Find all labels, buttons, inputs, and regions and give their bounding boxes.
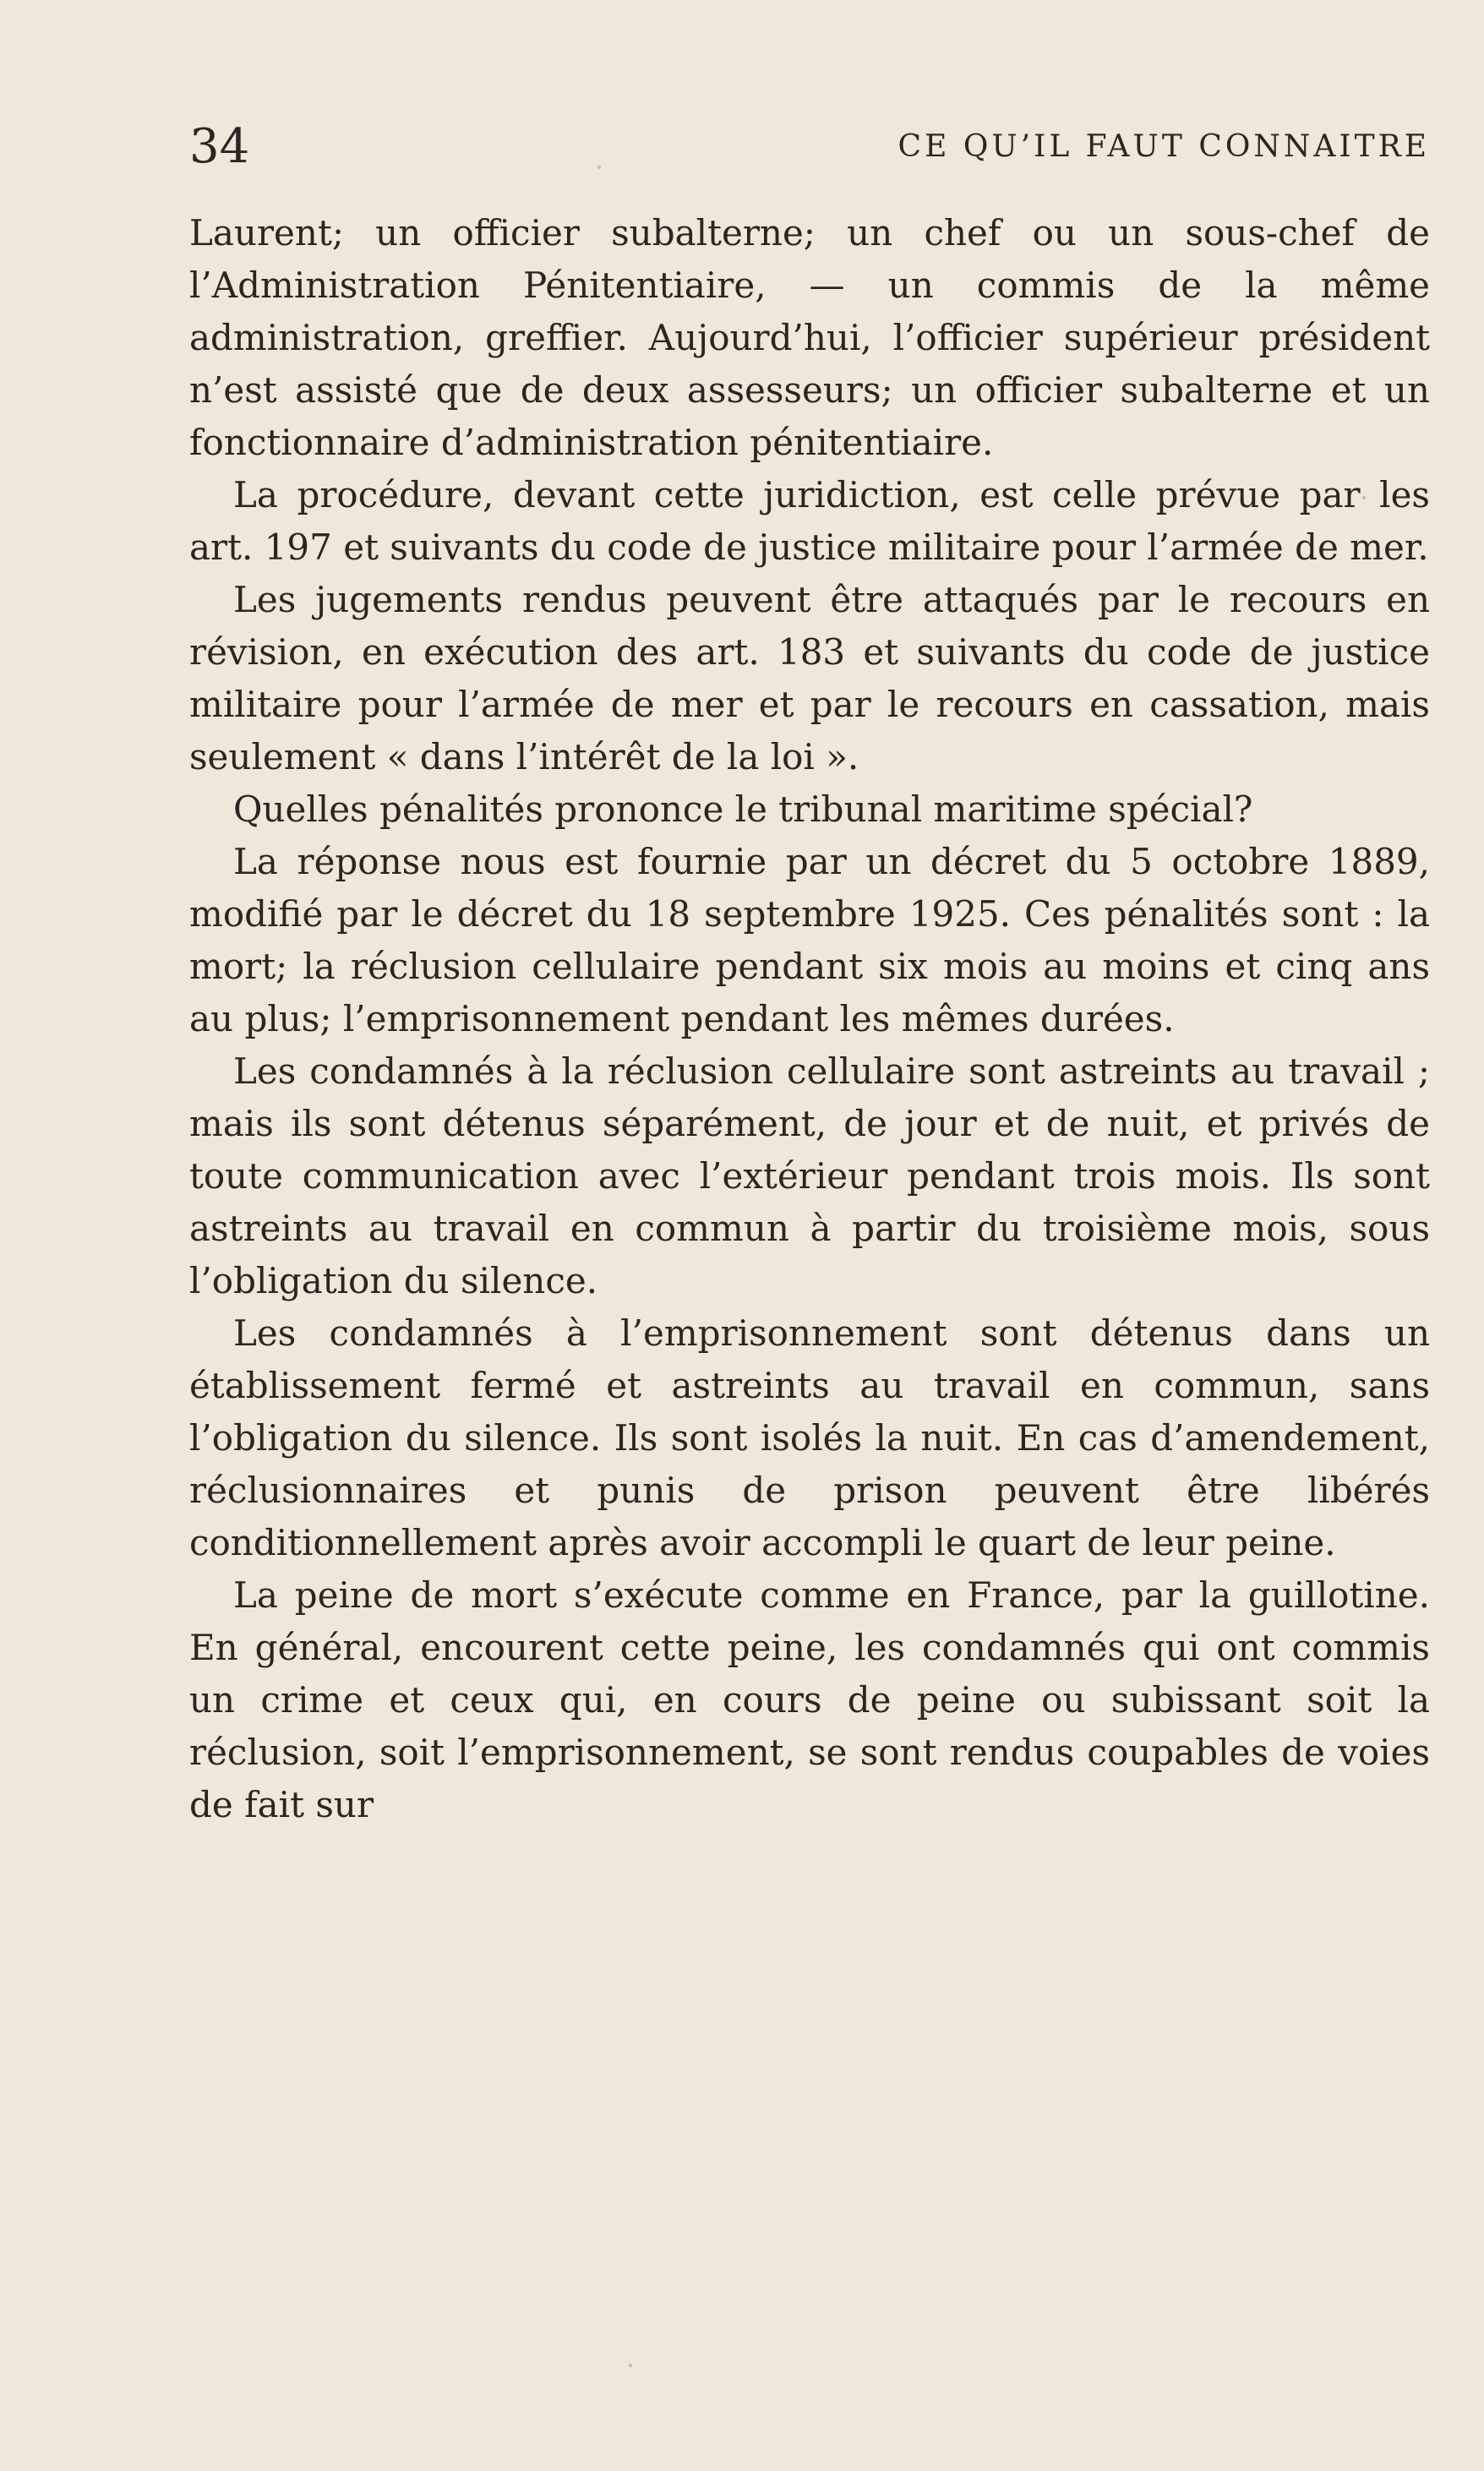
body-text [189, 207, 1430, 1831]
paragraph-7: Les condamnés à l’emprisonnement sont détenus dans un établissement fermé et astreints au travail en commun, sans l’obligation du silence. Ils sont isolés la nuit. En cas d’amendement, réclusionnaires et punis de prison peuvent être libérés conditionnellement après avoir accompli le quart de leur peine. [189, 1312, 1430, 1563]
page-number: 34 [189, 119, 250, 174]
running-head: CE QU’IL FAUT CONNAITRE [897, 129, 1430, 164]
paragraph-5: La réponse nous est fournie par un décret du 5 octobre 1889, modifié par le décret du 18 septembre 1925. Ces pénalités sont : la mort; la réclusion cellulaire pendant six mois au moins et cinq ans au plus; l’emprisonnement pendant les mêmes durées. [189, 841, 1430, 1039]
page-header [189, 117, 1430, 177]
paragraph-8: La peine de mort s’exécute comme en France, par la guillotine. En général, encourent cette peine, les condamnés qui ont commis un crime et ceux qui, en cours de peine ou subissant soit la réclusion, soit l’emprisonnement, se sont rendus coupables de voies de fait sur [189, 1574, 1430, 1825]
paper-speck [629, 2364, 632, 2367]
paragraph-2: La procédure, devant cette juridiction, est celle prévue par les art. 197 et suivants du code de justice militaire pour l’armée de mer. [189, 474, 1430, 568]
paper-speck [597, 166, 601, 169]
paragraph-4: Quelles pénalités prononce le tribunal maritime spécial? [233, 788, 1253, 830]
paragraph-3: Les jugements rendus peuvent être attaqués par le recours en révision, en exécution des art. 183 et suivants du code de justice militaire pour l’armée de mer et par le recours en cassation, mais seulement « dans l’intérêt de la loi ». [189, 579, 1430, 777]
paper-speck [1362, 496, 1366, 499]
paragraph-6: Les condamnés à la réclusion cellulaire sont astreints au travail ; mais ils sont détenus séparément, de jour et de nuit, et privés de toute communication avec l’extérieur pendant trois mois. Ils sont astreints au travail en commun à partir du troisième mois, sous l’obligation du silence. [189, 1050, 1430, 1301]
paragraph-1: Laurent; un officier subalterne; un chef ou un sous-chef de l’Administration Pénitentiaire, — un commis de la même administration, greffier. Aujourd’hui, l’officier supérieur président n’est assisté que de deux assesseurs; un officier subalterne et un fonctionnaire d’administration pénitentiaire. [189, 212, 1430, 463]
